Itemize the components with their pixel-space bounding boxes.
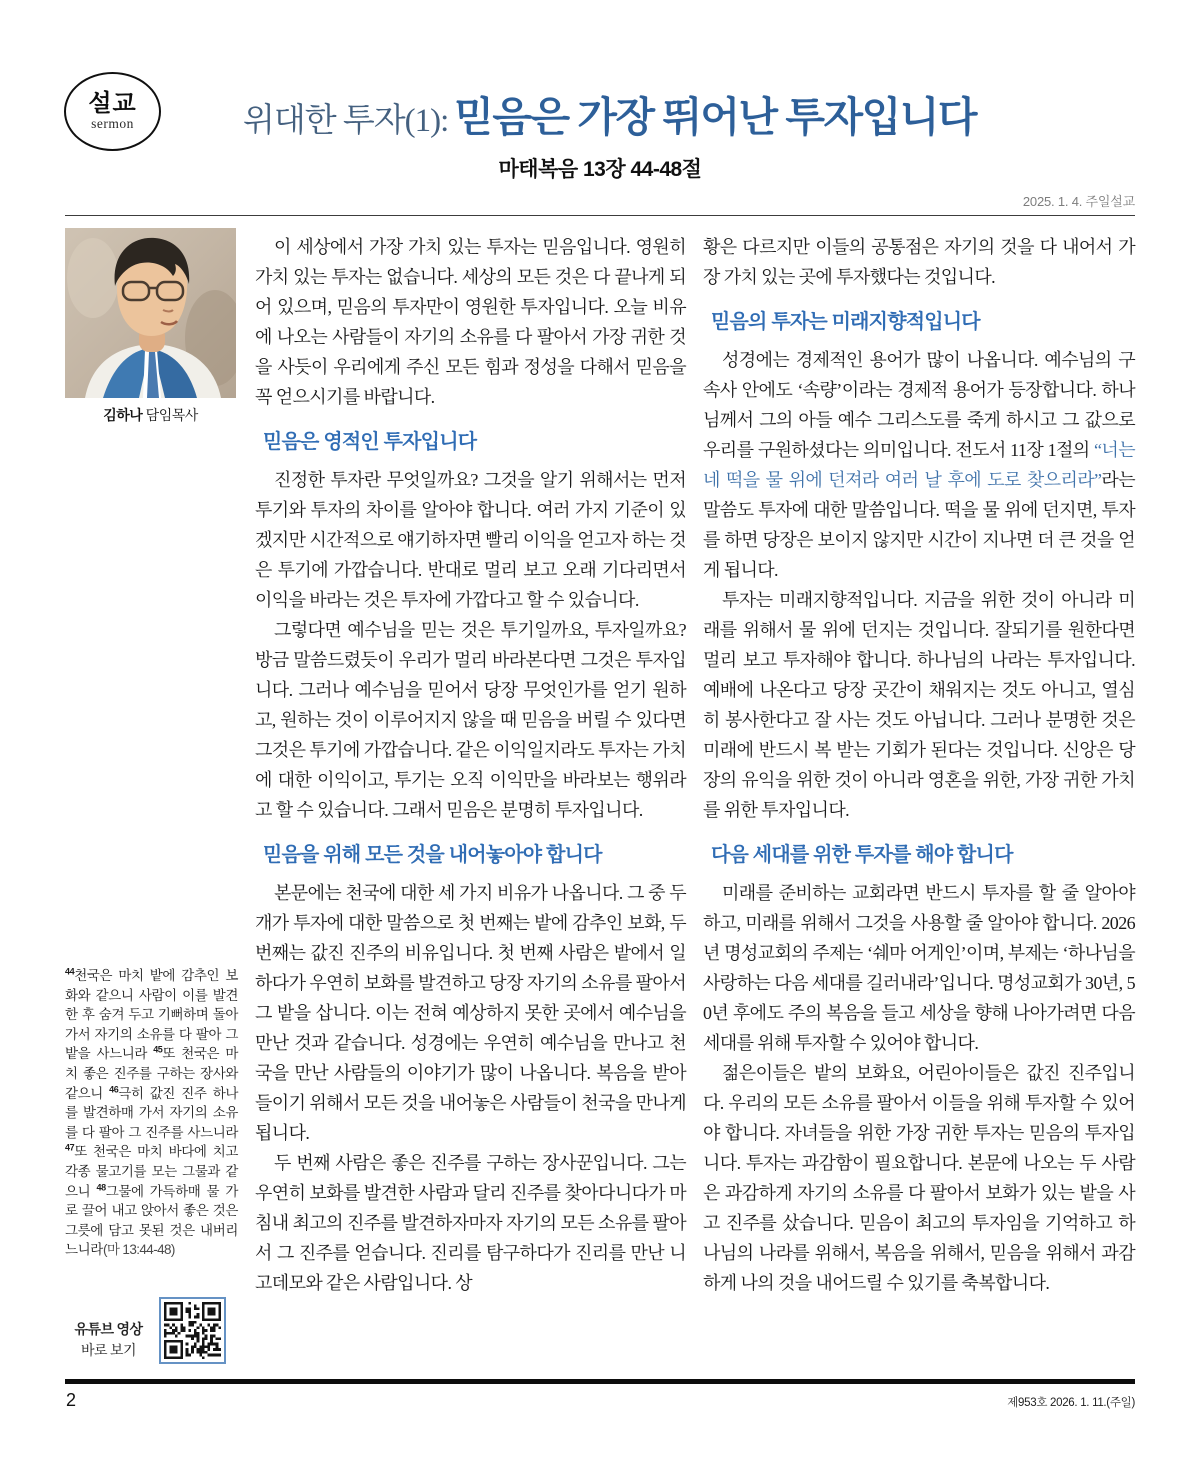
sermon-badge-kr: 설교: [88, 90, 137, 117]
paragraph-text: 이 세상에서 가장 가치 있는 투자는 믿음입니다. 영원히 가치 있는 투자는 없습니다. 세상의 모든 것은 다 끝나게 되어 있으며, 믿음의 투자만이 영원한 투자입니다. 오늘 비유에 나오는 사람들이 자기의 소유를 다 팔아서 가장 귀한 것을 사듯이 우리에게 주신 모든 힘과 정성을 다해서 믿음을 꼭 얻으시기를 바랍니다.: [255, 237, 686, 407]
pastor-photo: [65, 228, 236, 398]
scripture-reference: (마 13:44-48): [102, 1242, 175, 1258]
paragraph-text: 본문에는 천국에 대한 세 가지 비유가 나옵니다. 그 중 두 개가 투자에 대한 말씀으로 첫 번째는 밭에 감추인 보화, 두 번째는 값진 진주의 비유입니다. 첫 번째 사람은 밭에서 일하다가 우연히 보화를 발견하고 당장 자기의 소유를 팔아서 그 밭을 삽니다. 이는 전혀 예상하지 못한 곳에서 예수님을 만난 것과 같습니다. 성경에는 우연히 예수님을 만나고 천국을 만난 사람들의 이야기가 많이 나옵니다. 복음을 받아들이기 위해서 모든 것을 내어놓은 사람들이 천국을 만나게 됩니다.: [255, 883, 686, 1143]
body-paragraph: [703, 878, 1135, 1058]
sermon-badge: [64, 72, 161, 151]
youtube-label-line2: 바로 보기: [80, 1344, 137, 1359]
paragraph-text: 진정한 투자란 무엇일까요? 그것을 알기 위해서는 먼저 투기와 투자의 차이를 알아야 합니다. 여러 가지 기준이 있겠지만 시간적으로 얘기하자면 빨리 이익을 얻고자 하는 것은 투기에 가깝습니다. 반대로 멀리 보고 오래 기다리면서 이익을 바라는 것은 투자에 가깝다고 할 수 있습니다.: [255, 470, 686, 610]
body-paragraph: [255, 878, 686, 1148]
paragraph-text: 젊은이들은 밭의 보화요, 어린아이들은 값진 진주입니다. 우리의 모든 소유를 팔아서 이들을 위해 투자할 수 있어야 합니다. 자녀들을 위한 가장 귀한 투자는 믿음의 투자입니다. 투자는 과감함이 필요합니다. 본문에 나오는 두 사람은 과감하게 자기의 소유를 다 팔아서 보화가 있는 밭을 사고 진주를 샀습니다. 믿음이 최고의 투자임을 기억하고 하나님의 나라를 위해서, 복음을 위해서, 믿음을 위해서 과감하게 나의 것을 내어드릴 수 있기를 축복합니다.: [703, 1063, 1135, 1293]
body-paragraph: [703, 1058, 1135, 1298]
footer-divider: [65, 1379, 1135, 1384]
paragraph-text: 투자는 미래지향적입니다. 지금을 위한 것이 아니라 미래를 위해서 물 위에 던지는 것입니다. 잘되기를 원한다면 멀리 보고 투자해야 합니다. 하나님의 나라는 투자입니다. 예배에 나온다고 당장 곳간이 채워지는 것도 아니고, 열심히 봉사한다고 잘 사는 것도 아닙니다. 그러나 분명한 것은 미래에 반드시 복 받는 기회가 된다는 것입니다. 신앙은 당장의 유익을 위한 것이 아니라 영혼을 위한, 가장 귀한 가치를 위한 투자입니다.: [703, 590, 1135, 820]
paragraph-text: 두 번째 사람은 좋은 진주를 구하는 장사꾼입니다. 그는 우연히 보화를 발견한 사람과 달리 진주를 찾아다니다가 마침내 최고의 진주를 발견하자마자 자기의 모든 소유를 팔아서 그 진주를 얻습니다. 진리를 탐구하다가 진리를 만난 니고데모와 같은 사람입니다. 상: [255, 1153, 686, 1293]
issue-info: 제953호 2026. 1. 11.(주일): [1007, 1397, 1135, 1409]
verse-number: 45: [153, 1044, 163, 1055]
body-paragraph: [255, 1148, 686, 1298]
page-number: 2: [66, 1390, 77, 1410]
body-paragraph: [703, 585, 1135, 825]
article-column-1: [255, 232, 686, 1298]
section-heading: 다음 세대를 위한 투자를 해야 합니다: [711, 844, 1013, 866]
body-paragraph: [703, 232, 1135, 292]
body-paragraph: [255, 232, 686, 412]
photo-caption: [60, 405, 241, 425]
body-paragraph: [255, 615, 686, 825]
verse-number: 46: [109, 1084, 119, 1095]
body-paragraph: [255, 465, 686, 615]
page-title-prefix: 위대한 투자(1):: [243, 103, 449, 139]
header-divider: [65, 215, 1135, 216]
qr-code-image: [164, 1302, 221, 1359]
youtube-qr-code: [159, 1297, 226, 1364]
paragraph-text: 라는 말씀도 투자에 대한 말씀입니다. 떡을 물 위에 던지면, 투자를 하면 당장은 보이지 않지만 시간이 지나면 더 큰 것을 얻게 됩니다.: [703, 470, 1135, 580]
pastor-photo-image: [65, 228, 236, 398]
verse-number: 48: [96, 1182, 106, 1193]
verse-number: 44: [65, 966, 75, 977]
sermon-badge-en: sermon: [91, 116, 134, 131]
scripture-reference-subtitle: 마태복음 13장 44-48절: [498, 158, 702, 181]
youtube-label-line1: 유튜브 영상: [74, 1323, 143, 1338]
pastor-role: 담임목사: [145, 407, 198, 423]
section-heading: 믿음은 영적인 투자입니다: [263, 431, 477, 453]
paragraph-text: 성경에는 경제적인 용어가 많이 나옵니다. 예수님의 구속사 안에도 ‘속량’이라는 경제적 용어가 등장합니다. 하나님께서 그의 아들 예수 그리스도를 죽게 하시고 그 값으로 우리를 구원하셨다는 의미입니다. 전도서 11장 1절의: [703, 350, 1135, 460]
scripture-sidebar-text: $^{44}$천국은 마치 밭에 감추인 보화와 같으니 사람이 이를 발견한 후 숨겨 두고 기뻐하며 돌아가서 자기의 소유를 다 팔아 그 밭을 사느니라 $^{45}$또 천국은 마치 좋은 진주를 구하는 장사와 같으니 $^{46}$극히 값진 진주 하나를 발견하매 가서 자기의 소유를 다 팔아 그 진주를 사느니라 $^{47}$또 천국은 마치 바다에 치고 각종 물고기를 모는 그물과 같으니 $^{48}$그물에 가득하매 물 가로 끌어 내고 앉아서 좋은 것은 그릇에 담고 못된 것은 내버리느니라(마 13:44-48): [65, 966, 238, 1258]
article-column-2: [703, 232, 1135, 1298]
page-title: [243, 84, 1163, 143]
verse-number: 47: [65, 1142, 75, 1153]
paragraph-text: 황은 다르지만 이들의 공통점은 자기의 것을 다 내어서 가장 가치 있는 곳에 투자했다는 것입니다.: [703, 237, 1135, 287]
paragraph-text: 미래를 준비하는 교회라면 반드시 투자를 할 줄 알아야 하고, 미래를 위해서 그것을 사용할 줄 알아야 합니다. 2026년 명성교회의 주제는 ‘쉐마 어게인’이며, 부제는 ‘하나님을 사랑하는 다음 세대를 길러내라’입니다. 명성교회가 30년, 50년 후에도 주의 복음을 들고 세상을 향해 나아가려면 다음 세대를 위해 투자할 수 있어야 합니다.: [703, 883, 1135, 1053]
youtube-label: [60, 1320, 157, 1362]
scripture-quote: “너는 네 떡을 물 위에 던져라 여러 날 후에 도로 찾으리라”: [703, 440, 1135, 490]
body-paragraph: [703, 345, 1135, 585]
sermon-date: 2025. 1. 4. 주일설교: [1022, 194, 1135, 209]
page-title-main: 믿음은 가장 뛰어난 투자입니다: [454, 94, 976, 140]
section-heading: 믿음을 위해 모든 것을 내어놓아야 합니다: [263, 844, 602, 866]
pastor-name: 김하나: [103, 407, 143, 423]
paragraph-text: 그렇다면 예수님을 믿는 것은 투기일까요, 투자일까요? 방금 말씀드렸듯이 우리가 멀리 바라본다면 그것은 투자입니다. 그러나 예수님을 믿어서 당장 무엇인가를 얻기 원하고, 원하는 것이 이루어지지 않을 때 믿음을 버릴 수 있다면 그것은 투기에 가깝습니다. 같은 이익일지라도 투자는 가치에 대한 이익이고, 투기는 오직 이익만을 바라보는 행위라고 할 수 있습니다. 그래서 믿음은 분명히 투자입니다.: [255, 620, 686, 820]
section-heading: 믿음의 투자는 미래지향적입니다: [711, 311, 980, 333]
